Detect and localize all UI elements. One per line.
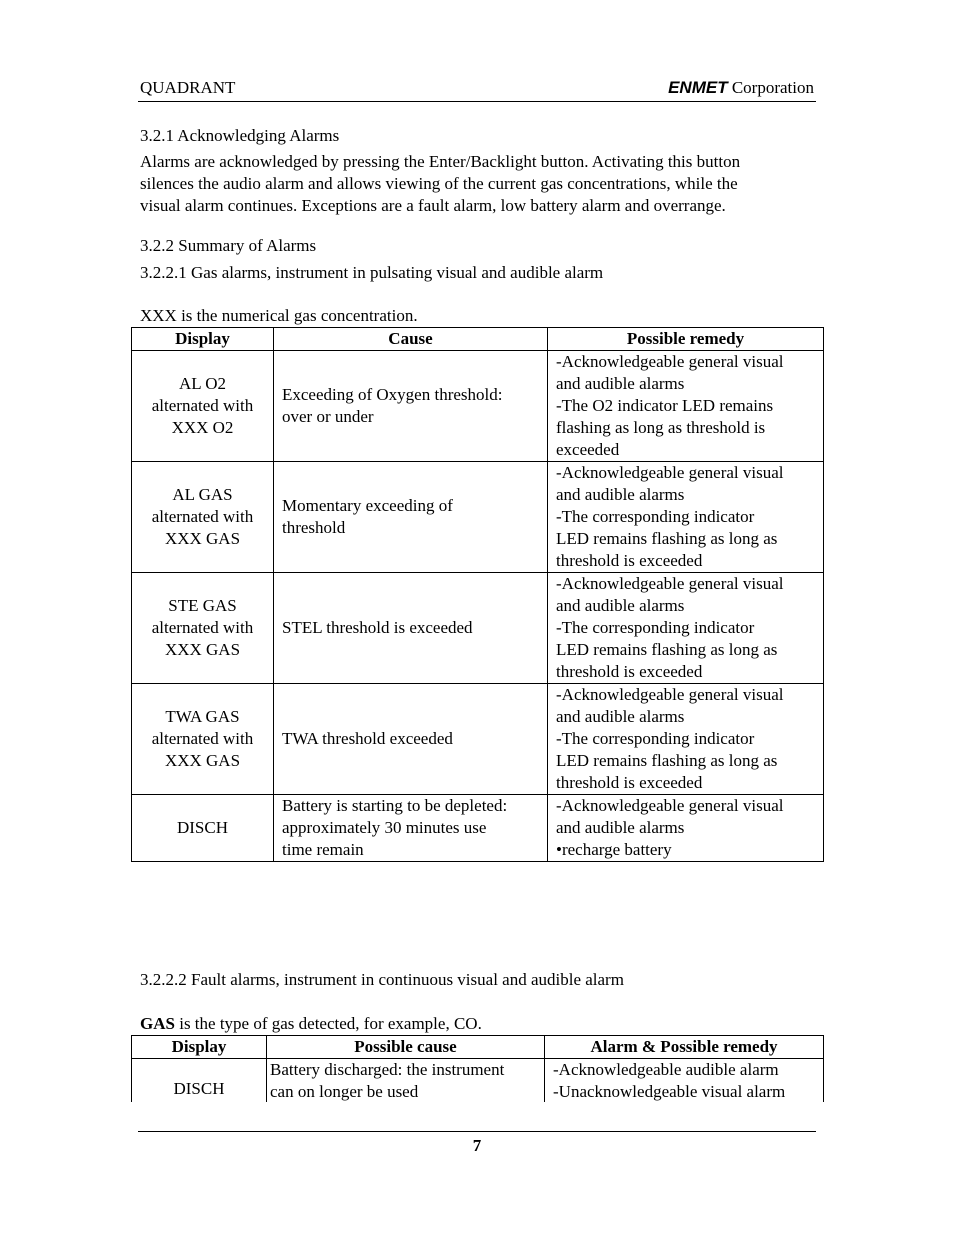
body-line: silences the audio alarm and allows viewing of the current gas concentrations, while the: [140, 174, 738, 193]
column-header: Display: [132, 1036, 267, 1059]
cell-line: XXX GAS: [164, 751, 241, 770]
cell-line: -Acknowledgeable general visual: [556, 574, 784, 593]
remedy-cell: [548, 573, 824, 684]
cell-line: AL O2: [178, 374, 227, 393]
cell-line: TWA GAS: [165, 707, 240, 726]
cell-line: -Acknowledgeable audible alarm: [553, 1060, 779, 1079]
cell-line: STE GAS: [168, 596, 237, 615]
cause-cell: [274, 462, 548, 573]
header-rule: [138, 101, 816, 102]
cell-line: threshold is exceeded: [556, 773, 703, 792]
table-header-row: [132, 1036, 824, 1059]
cell-line: approximately 30 minutes use: [282, 818, 487, 837]
remedy-cell: [545, 1059, 824, 1103]
section-3221-note: XXX is the numerical gas concentration.: [140, 306, 418, 325]
note-bold: GAS: [140, 1014, 175, 1033]
cause-cell: [274, 351, 548, 462]
column-header: Possible cause: [267, 1036, 545, 1059]
fault-alarms-table: [131, 1035, 824, 1102]
cell-line: threshold is exceeded: [556, 662, 703, 681]
remedy-cell: [548, 684, 824, 795]
cell-line: alternated with: [151, 729, 254, 748]
section-3222-title: 3.2.2.2 Fault alarms, instrument in continuous visual and audible alarm: [140, 970, 624, 989]
cell-line: LED remains flashing as long as: [556, 751, 778, 770]
cause-cell: [274, 795, 548, 862]
header-right-suffix: Corporation: [727, 78, 814, 97]
cause-cell: [274, 573, 548, 684]
table-row: [132, 462, 824, 573]
table-row: [132, 1059, 824, 1103]
gas-alarms-table: [131, 327, 824, 862]
fault-alarms-table-wrap: [131, 1035, 824, 1102]
cell-line: exceeded: [556, 440, 620, 459]
cell-line: Exceeding of Oxygen threshold:: [282, 385, 503, 404]
display-cell: [132, 1059, 267, 1103]
cell-line: and audible alarms: [556, 596, 685, 615]
column-header: Cause: [274, 328, 548, 351]
cause-cell: [274, 684, 548, 795]
column-header: Possible remedy: [548, 328, 824, 351]
cell-line: -The corresponding indicator: [556, 729, 755, 748]
page-number: 7: [472, 1136, 482, 1155]
cell-line: Battery is starting to be depleted:: [282, 796, 508, 815]
column-header: Display: [132, 328, 274, 351]
cell-line: and audible alarms: [556, 818, 685, 837]
table-row: [132, 573, 824, 684]
cell-line: Momentary exceeding of: [282, 496, 453, 515]
cell-line: •recharge battery: [556, 840, 672, 859]
cell-line: XXX GAS: [164, 640, 241, 659]
cell-line: XXX GAS: [164, 529, 241, 548]
cell-line: threshold is exceeded: [556, 551, 703, 570]
header-brand: ENMET: [668, 78, 728, 97]
cell-line: -Unacknowledgeable visual alarm: [553, 1082, 786, 1101]
table-row: [132, 684, 824, 795]
cell-line: threshold: [282, 518, 346, 537]
remedy-cell: [548, 351, 824, 462]
cell-line: -Acknowledgeable general visual: [556, 685, 784, 704]
cell-line: -The corresponding indicator: [556, 618, 755, 637]
cell-line: XXX O2: [171, 418, 234, 437]
display-cell: [132, 351, 274, 462]
cell-line: -The corresponding indicator: [556, 507, 755, 526]
cell-line: and audible alarms: [556, 707, 685, 726]
cell-line: -Acknowledgeable general visual: [556, 796, 784, 815]
cell-line: AL GAS: [172, 485, 233, 504]
cause-cell: [267, 1059, 545, 1103]
cell-line: -The O2 indicator LED remains: [556, 396, 774, 415]
cell-line: -Acknowledgeable general visual: [556, 352, 784, 371]
display-cell: [132, 573, 274, 684]
header-left: QUADRANT: [140, 78, 236, 97]
table-row: [132, 351, 824, 462]
cell-line: alternated with: [151, 618, 254, 637]
section-3222-note: [140, 1013, 830, 1035]
cell-line: flashing as long as threshold is: [556, 418, 766, 437]
section-321-body: [140, 151, 830, 217]
cell-line: STEL threshold is exceeded: [282, 618, 473, 637]
section-3221-title: 3.2.2.1 Gas alarms, instrument in pulsating visual and audible alarm: [140, 263, 604, 282]
cell-line: over or under: [282, 407, 374, 426]
body-line: visual alarm continues. Exceptions are a fault alarm, low battery alarm and overrange.: [140, 196, 726, 215]
cell-line: LED remains flashing as long as: [556, 640, 778, 659]
cell-line: TWA threshold exceeded: [282, 729, 453, 748]
cell-line: and audible alarms: [556, 485, 685, 504]
table-row: [132, 795, 824, 862]
cell-line: LED remains flashing as long as: [556, 529, 778, 548]
remedy-cell: [548, 462, 824, 573]
header-right: [668, 78, 814, 98]
table-header-row: [132, 328, 824, 351]
cell-line: can on longer be used: [270, 1082, 419, 1101]
cell-line: DISCH: [176, 818, 228, 837]
remedy-cell: [548, 795, 824, 862]
cell-line: time remain: [282, 840, 364, 859]
cell-line: alternated with: [151, 507, 254, 526]
note-rest: is the type of gas detected, for example, CO.: [174, 1014, 482, 1033]
column-header: Alarm & Possible remedy: [545, 1036, 824, 1059]
cell-line: alternated with: [151, 396, 254, 415]
display-cell: [132, 684, 274, 795]
cell-line: DISCH: [173, 1078, 225, 1098]
section-322-title: 3.2.2 Summary of Alarms: [140, 236, 317, 255]
cell-line: Battery discharged: the instrument: [270, 1060, 505, 1079]
display-cell: [132, 795, 274, 862]
footer-rule: [138, 1131, 816, 1132]
body-line: Alarms are acknowledged by pressing the Enter/Backlight button. Activating this button: [140, 152, 741, 171]
section-321-title: 3.2.1 Acknowledging Alarms: [140, 126, 340, 145]
display-cell: [132, 462, 274, 573]
cell-line: and audible alarms: [556, 374, 685, 393]
cell-line: -Acknowledgeable general visual: [556, 463, 784, 482]
